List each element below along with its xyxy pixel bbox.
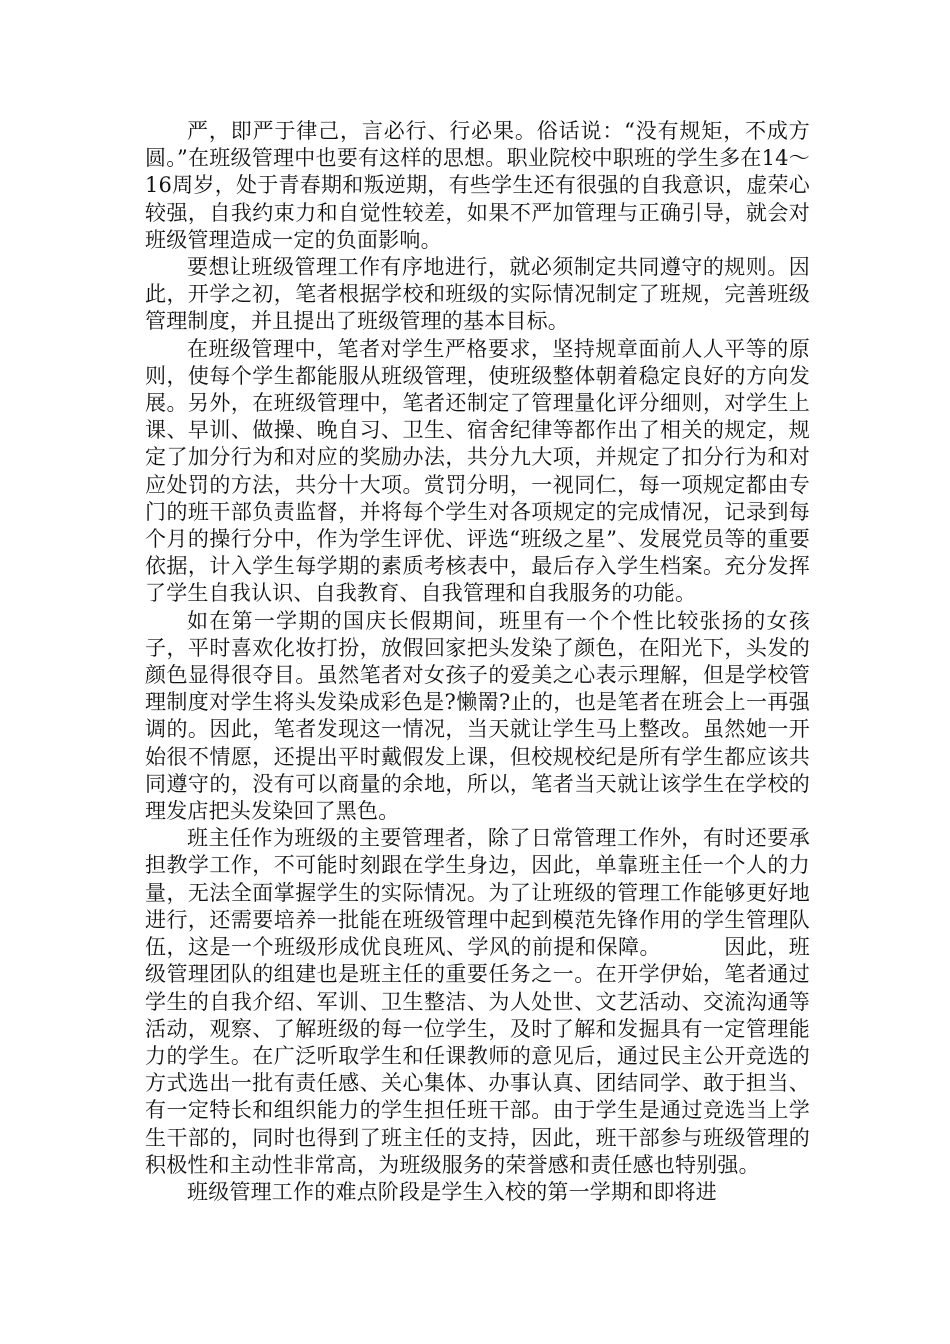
paragraph-class-cadre-team	[145, 825, 810, 1179]
paragraph-class-rules: 要想让班级管理工作有序地进行，就必须制定共同遵守的规则。因此，开学之初，笔者根据学校和班级的实际情况制定了班规，完善班级管理制度，并且提出了班级管理的基本目标。	[145, 255, 810, 334]
paragraph-class-cadre-team-part1: 班主任作为班级的主要管理者，除了日常管理工作外，有时还要承担教学工作，不可能时刻跟在学生身边，因此，单靠班主任一个人的力量，无法全面掌握学生的实际情况。为了让班级的管理工作能够更好地进行，还需要培养一批能在班级管理中起到模范先锋作用的学生管理队伍，这是一个班级形成优良班风、学风的前提和保障。	[145, 826, 810, 960]
paragraph-hair-dye-example: 如在第一学期的国庆长假期间，班里有一个个性比较张扬的女孩子，平时喜欢化妆打扮，放假回家把头发染了颜色，在阳光下，头发的颜色显得很夺目。虽然笔者对女孩子的爱美之心表示理解，但是学校管理制度对学生将头发染成彩色是?懒罱?止的，也是笔者在班会上一再强调的。因此，笔者发现这一情况，当天就让学生马上整改。虽然她一开始很不情愿，还提出平时戴假发上课，但校规校纪是所有学生都应该共同遵守的，没有可以商量的余地，所以，笔者当天就让该学生在学校的理发店把头发染回了黑色。	[145, 608, 810, 824]
paragraph-class-cadre-team-part2: 因此，班级管理团队的组建也是班主任的重要任务之一。在开学伊始，笔者通过学生的自我介绍、军训、卫生整洁、为人处世、文艺活动、交流沟通等活动，观察、了解班级的每一位学生，及时了解和发掘具有一定管理能力的学生。在广泛听取学生和任课教师的意见后，通过民主公开竞选的方式选出一批有责任感、关心集体、办事认真、团结同学、敢于担当、有一定特长和组织能力的学生担任班干部。由于学生是通过竞选当上学生干部的，同时也得到了班主任的支持，因此，班干部参与班级管理的积极性和主动性非常高，为班级服务的荣誉感和责任感也特别强。	[145, 935, 810, 1177]
paragraph-difficult-stage: 班级管理工作的难点阶段是学生入校的第一学期和即将进	[187, 1179, 717, 1204]
document-body	[145, 118, 810, 1206]
paragraph-strictness: 严，即严于律己，言必行、行必果。俗话说：“没有规矩，不成方圆。”在班级管理中也要有这样的思想。职业院校中职班的学生多在14～16周岁，处于青春期和叛逆期，有些学生还有很强的自我意识，虚荣心较强，自我约束力和自觉性较差，如果不严加管理与正确引导，就会对班级管理造成一定的负面影响。	[145, 119, 810, 252]
paragraph-management-details: 在班级管理中，笔者对学生严格要求，坚持规章面前人人平等的原则，使每个学生都能服从班级管理，使班级整体朝着稳定良好的方向发展。另外，在班级管理中，笔者还制定了管理量化评分细则，对学生上课、早训、做操、晚自习、卫生、宿舍纪律等都作出了相关的规定，规定了加分行为和对应的奖励办法，共分九大项，并规定了扣分行为和对应处罚的方法，共分十大项。赏罚分明，一视同仁，每一项规定都由专门的班干部负责监督，并将每个学生对各项规定的完成情况，记录到每个月的操行分中，作为学生评优、评选“班级之星”、发展党员等的重要依据，计入学生每学期的素质考核表中，最后存入学生档案。充分发挥了学生自我认识、自我教育、自我管理和自我服务的功能。	[145, 336, 810, 606]
